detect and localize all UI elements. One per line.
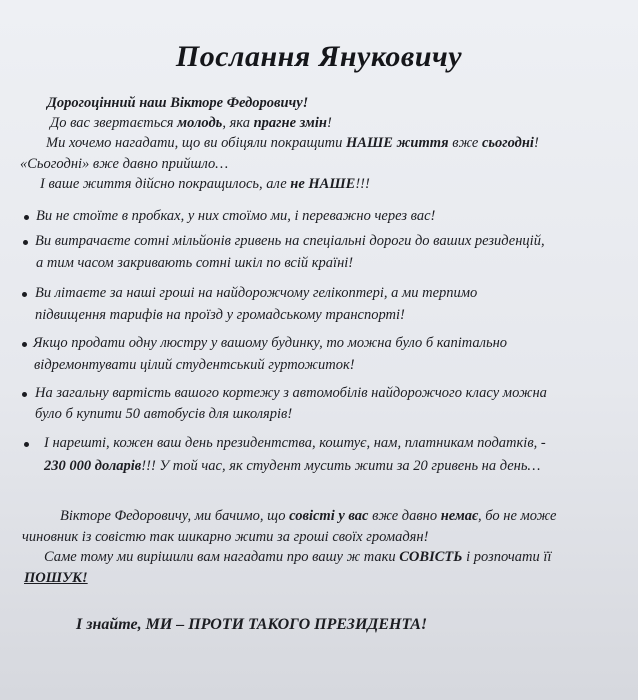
closing-statement: І знайте, МИ – ПРОТИ ТАКОГО ПРЕЗИДЕНТА! [76, 616, 428, 633]
greeting-line: «Сьогодні» вже давно прийшло… [20, 156, 229, 172]
bullet-line: Ви не стоїте в пробках, у них стоїмо ми, і переважно через вас! [36, 208, 436, 224]
bullet-dot-icon [22, 392, 27, 397]
bullet-line: підвищення тарифів на проїзд у громадському транспорті! [35, 307, 405, 323]
bullet-line: Ви витрачаєте сотні мільйонів гривень на спеціальні дороги до ваших резиденцій, [35, 233, 545, 249]
greeting-line: Дорогоцінний наш Вікторе Федоровичу! [47, 95, 309, 111]
letter-title: Послання Януковичу [175, 40, 463, 73]
bullet-line: було б купити 50 автобусів для школярів! [35, 406, 293, 422]
paragraph-line: Вікторе Федоровичу, ми бачимо, що совісті у вас вже давно немає, бо не може [60, 508, 557, 524]
greeting-line: До вас звертається молодь, яка прагне змін! [50, 115, 332, 131]
bullet-line: а тим часом закривають сотні шкіл по всій країні! [36, 255, 354, 271]
paragraph-line: ПОШУК! [24, 570, 88, 586]
bullet-dot-icon [22, 342, 27, 347]
bullet-line: Ви літаєте за наші гроші на найдорожчому гелікоптері, а ми терпимо [35, 285, 478, 301]
bullet-line: Якщо продати одну люстру у вашому будинку, то можна було б капітально [33, 335, 508, 351]
bullet-line: відремонтувати цілий студентський гуртожиток! [34, 357, 355, 373]
greeting-line: Ми хочемо нагадати, що ви обіцяли покращити НАШЕ життя вже сьогодні! [46, 135, 539, 151]
bullet-line: І нарешті, кожен ваш день президентства, коштує, нам, платникам податків, - [44, 435, 546, 451]
bullet-dot-icon [22, 292, 27, 297]
bullet-line: На загальну вартість вашого кортежу з автомобілів найдорожчого класу можна [35, 385, 547, 401]
bullet-line: 230 000 доларів!!! У той час, як студент мусить жити за 20 гривень на день… [44, 458, 541, 474]
bullet-dot-icon [24, 215, 29, 220]
greeting-line: І ваше життя дійсно покращилось, але не НАШЕ!!! [40, 176, 370, 192]
paragraph-line: Саме тому ми вирішили вам нагадати про вашу ж таки СОВІСТЬ і розпочати її [44, 549, 552, 565]
bullet-dot-icon [23, 240, 28, 245]
paragraph-line: чиновник із совістю так шикарно жити за гроші своїх громадян! [22, 529, 429, 545]
bullet-dot-icon [24, 442, 29, 447]
